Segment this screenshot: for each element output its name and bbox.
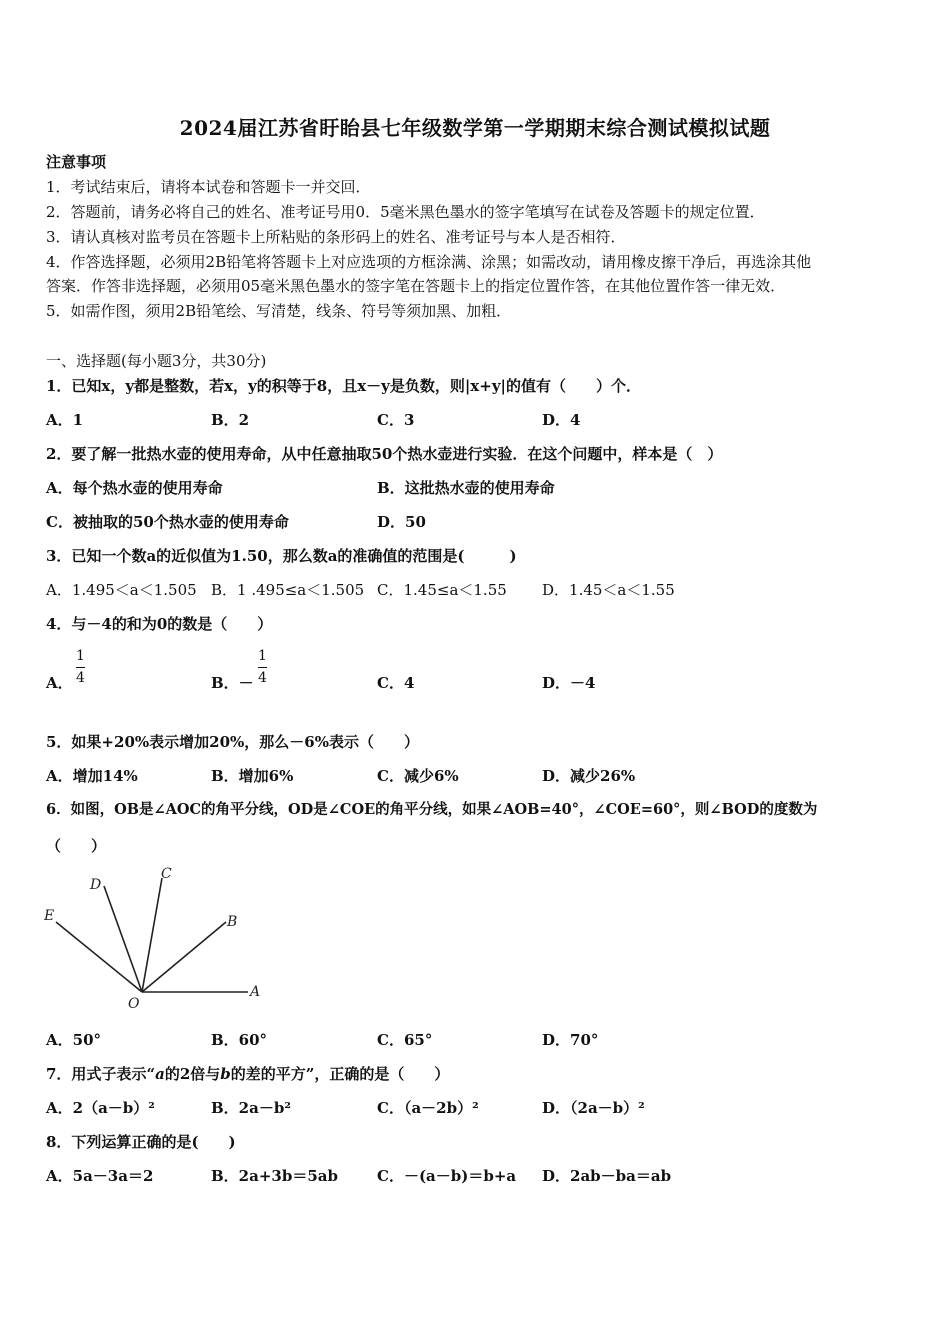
q3-option-d[interactable]: D．1.45＜a＜1.55	[542, 581, 675, 599]
label-d: D	[90, 877, 102, 893]
q2-option-a[interactable]: A．每个热水壶的使用寿命	[46, 479, 223, 497]
question-2-stem: 2．要了解一批热水壶的使用寿命，从中任意抽取50个热水壶进行实验．在这个问题中，样本是（ ）	[46, 445, 723, 463]
fraction-bar	[76, 667, 85, 668]
q6-option-d[interactable]: D．70°	[542, 1031, 599, 1049]
q4-option-a-fraction	[76, 648, 85, 687]
fraction-numerator: 1	[76, 648, 85, 664]
question-3-stem: 3．已知一个数a的近似值为1.50，那么数a的准确值的范围是( )	[46, 547, 517, 565]
q1-option-c[interactable]: C．3	[377, 411, 415, 429]
q7-stem-suffix: 的差的平方”，正确的是（ ）	[230, 1065, 450, 1083]
notice-item: 2．答题前，请务必将自己的姓名、准考证号用0．5毫米黑色墨水的签字笔填写在试卷及答题卡的规定位置．	[46, 203, 765, 221]
q8-option-a[interactable]: A．5a－3a＝2	[46, 1167, 154, 1185]
notice-item: 5．如需作图，须用2B铅笔绘、写清楚，线条、符号等须加黑、加粗．	[46, 302, 512, 320]
notice-item: 3．请认真核对监考员在答题卡上所粘贴的条形码上的姓名、准考证号与本人是否相符．	[46, 228, 626, 246]
q7-option-a[interactable]: A．2（a－b）²	[46, 1099, 155, 1117]
question-6-stem-cont: （ ）	[46, 837, 107, 855]
q7-var-b: b	[220, 1065, 231, 1083]
q7-option-c[interactable]: C．（a－2b）²	[377, 1099, 479, 1117]
question-7-stem	[46, 1064, 449, 1084]
q7-stem-prefix: 7．用式子表示“	[46, 1065, 156, 1083]
q6-option-a[interactable]: A．50°	[46, 1031, 102, 1049]
fraction-denominator: 4	[258, 670, 267, 686]
q3-option-b[interactable]: B．1 .495≤a＜1.505	[211, 581, 365, 599]
q7-option-b[interactable]: B．2a－b²	[211, 1099, 291, 1117]
question-1-stem: 1．已知x，y都是整数，若x，y的积等于8，且x－y是负数，则|x+y|的值有（ ）个．	[46, 377, 641, 395]
q4-option-b-fraction	[258, 648, 267, 687]
ray-ob	[142, 922, 226, 992]
q2-option-d[interactable]: D．50	[377, 513, 426, 531]
label-e: E	[44, 908, 55, 924]
q7-stem-mid: 的2倍与	[164, 1065, 221, 1083]
question-8-stem: 8．下列运算正确的是( )	[46, 1133, 236, 1151]
q1-option-b[interactable]: B．2	[211, 411, 250, 429]
q1-option-d[interactable]: D．4	[542, 411, 581, 429]
q2-option-c[interactable]: C．被抽取的50个热水壶的使用寿命	[46, 513, 289, 531]
question-4-stem: 4．与－4的和为0的数是（ ）	[46, 615, 273, 633]
q7-var-a: a	[155, 1065, 165, 1083]
question-6-stem: 6．如图，OB是∠AOC的角平分线，OD是∠COE的角平分线，如果∠AOB=40°，∠COE=60°，则∠BOD的度数为	[46, 801, 818, 818]
section-heading: 一、选择题(每小题3分，共30分)	[46, 352, 267, 370]
q5-option-b[interactable]: B．增加6%	[211, 767, 294, 785]
fraction-denominator: 4	[76, 670, 85, 686]
q1-option-a[interactable]: A．1	[46, 411, 84, 429]
q5-option-c[interactable]: C．减少6%	[377, 767, 459, 785]
q5-option-d[interactable]: D．减少26%	[542, 767, 636, 785]
q6-option-c[interactable]: C．65°	[377, 1031, 433, 1049]
q8-option-c[interactable]: C．－(a－b)＝b+a	[377, 1167, 517, 1185]
label-o: O	[128, 996, 140, 1011]
q4-option-d[interactable]: D．－4	[542, 674, 596, 692]
q8-option-d[interactable]: D．2ab－ba＝ab	[542, 1167, 672, 1185]
notice-heading: 注意事项	[46, 153, 107, 171]
page-title: 2024届江苏省盱眙县七年级数学第一学期期末综合测试模拟试题	[179, 116, 771, 140]
q4-option-a[interactable]: A．	[46, 674, 73, 692]
label-b: B	[227, 914, 238, 930]
q2-option-b[interactable]: B．这批热水壶的使用寿命	[377, 479, 555, 497]
q6-option-b[interactable]: B．60°	[211, 1031, 268, 1049]
notice-item: 答案．作答非选择题，必须用05毫米黑色墨水的签字笔在答题卡上的指定位置作答，在其他位置作答一律无效．	[46, 277, 786, 295]
fraction-bar	[258, 667, 267, 668]
q8-option-b[interactable]: B．2a+3b＝5ab	[211, 1167, 338, 1185]
q3-option-a[interactable]: A．1.495＜a＜1.505	[46, 581, 197, 599]
notice-item: 1．考试结束后，请将本试卷和答题卡一并交回．	[46, 178, 371, 196]
ray-oc	[142, 878, 162, 992]
q7-option-d[interactable]: D．（2a－b）²	[542, 1099, 645, 1117]
q4-option-b[interactable]: B．－	[211, 674, 254, 692]
fraction-numerator: 1	[258, 648, 267, 664]
q5-option-a[interactable]: A．增加14%	[46, 767, 138, 785]
angle-figure	[44, 866, 264, 1011]
label-c: C	[161, 866, 172, 882]
q4-option-c[interactable]: C．4	[377, 674, 415, 692]
q3-option-c[interactable]: C．1.45≤a＜1.55	[377, 581, 507, 599]
label-a: A	[250, 984, 261, 1000]
notice-item: 4．作答选择题，必须用2B铅笔将答题卡上对应选项的方框涂满、涂黑；如需改动，请用橡皮擦干净后，再选涂其他	[46, 253, 812, 271]
question-5-stem: 5．如果+20%表示增加20%，那么－6%表示（ ）	[46, 733, 419, 751]
